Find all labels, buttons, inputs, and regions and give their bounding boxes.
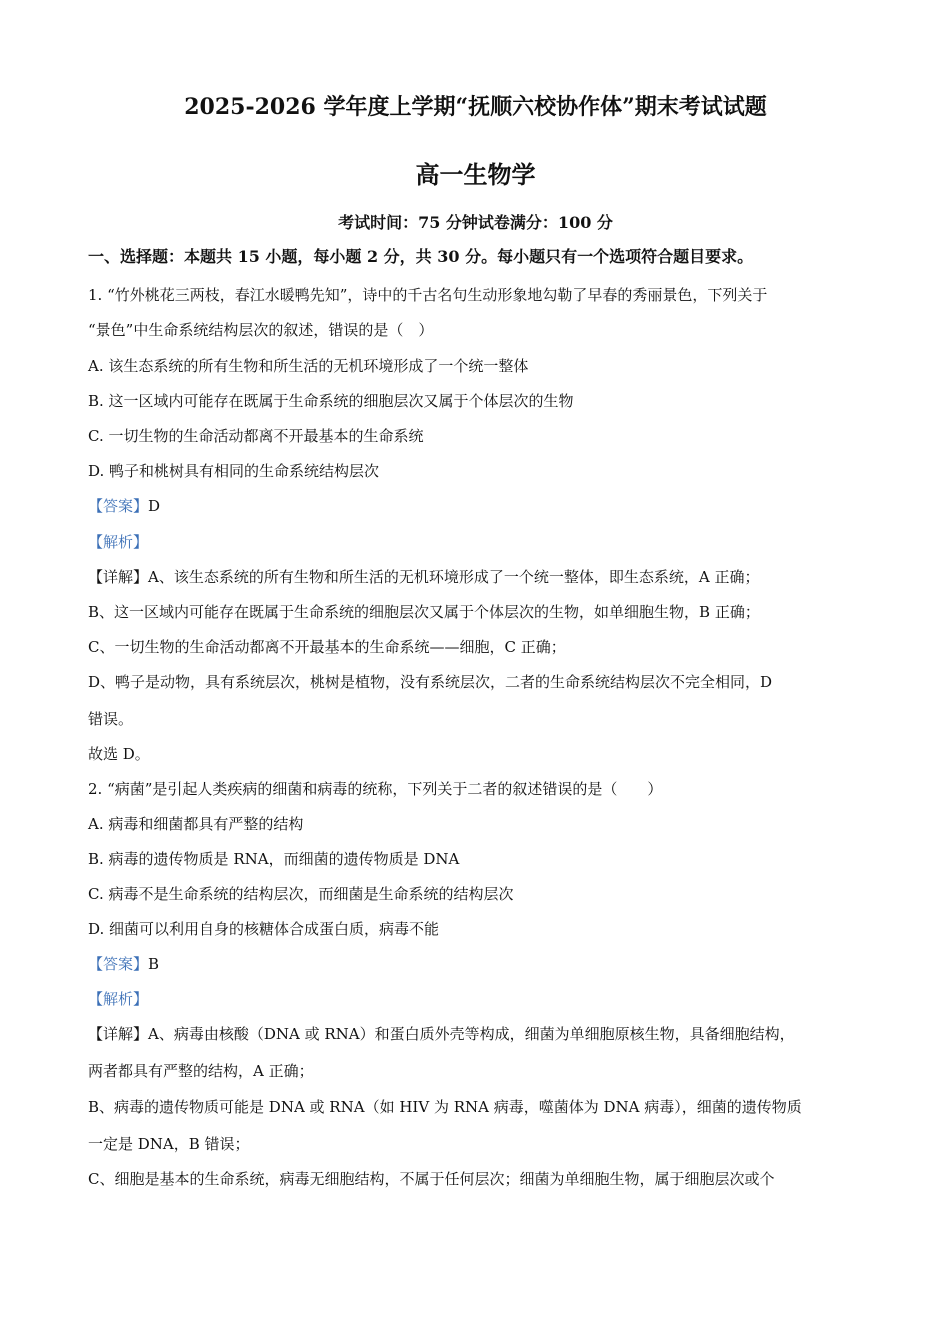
q1-option-d: D. 鸭子和桃树具有相同的生命系统结构层次 xyxy=(88,462,380,480)
q1-analysis-label: 【解析】 xyxy=(88,533,149,551)
q2-detail-c-line1: C、细胞是基本的生命系统，病毒无细胞结构，不属于任何层次；细菌为单细胞生物，属于细胞层次或个 xyxy=(88,1170,775,1188)
detail-text: A、病毒由核酸（DNA 或 RNA）和蛋白质外壳等构成，细菌为单细胞原核生物，具备细胞结构， xyxy=(148,1025,795,1043)
q1-conclusion: 故选 D。 xyxy=(88,745,150,763)
answer-label: 【答案】 xyxy=(88,497,149,515)
q1-stem-line1: 1. “竹外桃花三两枝，春江水暖鸭先知”，诗中的千古名句生动形象地勾勒了早春的秀丽景色，下列关于 xyxy=(88,286,768,304)
q1-detail-b: B、这一区域内可能存在既属于生命系统的细胞层次又属于个体层次的生物，如单细胞生物，B 正确； xyxy=(88,603,760,621)
q1-option-a: A. 该生态系统的所有生物和所生活的无机环境形成了一个统一整体 xyxy=(88,357,529,375)
answer-label: 【答案】 xyxy=(88,955,149,973)
q1-option-b: B. 这一区域内可能存在既属于生命系统的细胞层次又属于个体层次的生物 xyxy=(88,392,574,410)
detail-label: 【详解】 xyxy=(88,568,149,586)
q2-option-b: B. 病毒的遗传物质是 RNA，而细菌的遗传物质是 DNA xyxy=(88,850,460,868)
q2-detail-b-line2: 一定是 DNA，B 错误； xyxy=(88,1135,250,1153)
q2-analysis-label: 【解析】 xyxy=(88,990,149,1008)
q1-detail-a xyxy=(88,567,759,587)
q1-option-c: C. 一切生物的生命活动都离不开最基本的生命系统 xyxy=(88,427,424,445)
section-heading: 一、选择题：本题共 15 小题，每小题 2 分，共 30 分。每小题只有一个选项符合题目要求。 xyxy=(88,247,754,266)
q2-detail-a-line1 xyxy=(88,1024,795,1044)
q1-stem-line2: “景色”中生命系统结构层次的叙述，错误的是（ ） xyxy=(88,321,434,339)
detail-label: 【详解】 xyxy=(88,1025,149,1043)
q1-detail-d-line1: D、鸭子是动物，具有系统层次，桃树是植物，没有系统层次，二者的生命系统结构层次不完全相同，D xyxy=(88,673,773,691)
detail-text: A、该生态系统的所有生物和所生活的无机环境形成了一个统一整体，即生态系统，A 正确； xyxy=(148,568,760,586)
subject-title: 高一生物学 xyxy=(415,160,536,189)
exam-title: 2025-2026 学年度上学期“抚顺六校协作体”期末考试试题 xyxy=(184,94,767,120)
answer-value: D xyxy=(148,497,161,515)
answer-value: B xyxy=(148,955,160,973)
q2-stem: 2. “病菌”是引起人类疾病的细菌和病毒的统称，下列关于二者的叙述错误的是（ ） xyxy=(88,780,663,798)
q2-option-a: A. 病毒和细菌都具有严整的结构 xyxy=(88,815,304,833)
q2-answer xyxy=(88,954,159,974)
q2-detail-b-line1: B、病毒的遗传物质可能是 DNA 或 RNA（如 HIV 为 RNA 病毒，噬菌体为 DNA 病毒），细菌的遗传物质 xyxy=(88,1098,802,1116)
q2-option-d: D. 细菌可以利用自身的核糖体合成蛋白质，病毒不能 xyxy=(88,920,440,938)
q2-option-c: C. 病毒不是生命系统的结构层次，而细菌是生命系统的结构层次 xyxy=(88,885,514,903)
q1-detail-d-line2: 错误。 xyxy=(88,710,134,728)
q1-detail-c: C、一切生物的生命活动都离不开最基本的生命系统——细胞，C 正确； xyxy=(88,638,566,656)
exam-info: 考试时间：75 分钟试卷满分：100 分 xyxy=(338,213,613,232)
q1-answer xyxy=(88,496,160,516)
q2-detail-a-line2: 两者都具有严整的结构，A 正确； xyxy=(88,1062,314,1080)
